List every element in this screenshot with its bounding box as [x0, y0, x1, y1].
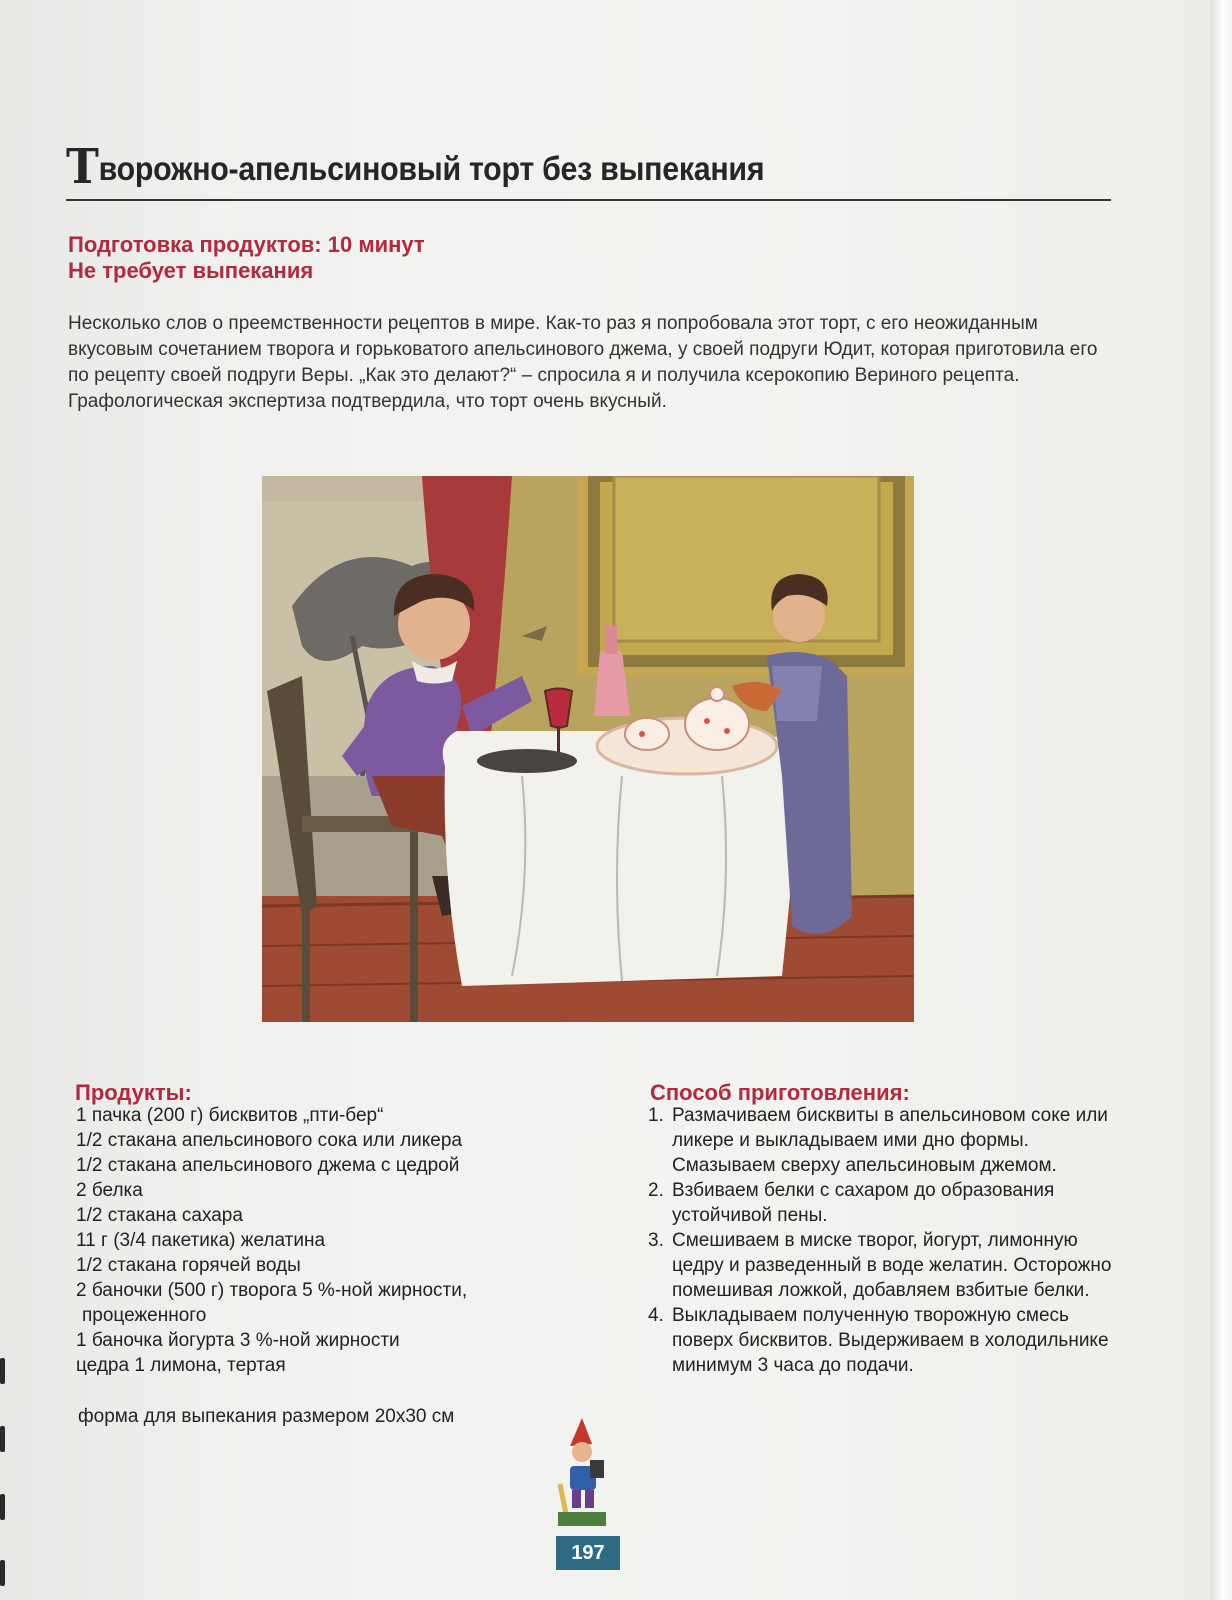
method-step	[648, 1178, 1118, 1228]
gnome-figure-icon	[552, 1418, 616, 1530]
baking-form-note: форма для выпекания размером 20х30 см	[78, 1406, 455, 1427]
step-number: 3.	[648, 1230, 664, 1251]
binding-ring	[0, 1358, 5, 1384]
ingredients-heading: Продукты:	[75, 1080, 192, 1105]
binding-ring	[0, 1494, 5, 1520]
prep-time: Подготовка продуктов: 10 минут	[68, 232, 425, 257]
ingredient-item: 2 баночки (500 г) творога 5 %-ной жирности,	[76, 1280, 468, 1301]
ingredient-item: 1/2 стакана апельсинового сока или ликера	[76, 1130, 463, 1151]
ingredient-item: 1/2 стакана сахара	[76, 1205, 243, 1226]
baking-note: Не требует выпекания	[68, 258, 314, 283]
binding-ring	[0, 1426, 5, 1452]
method-step	[648, 1228, 1118, 1303]
ingredients-list	[76, 1103, 596, 1378]
ingredient-item: 1/2 стакана апельсинового джема с цедрой	[76, 1155, 460, 1176]
method-steps	[648, 1103, 1118, 1378]
method-step	[648, 1103, 1118, 1178]
ingredient-item: процеженного	[82, 1305, 207, 1326]
step-text: Смешиваем в миске творог, йогурт, лимонную цедру и разведенный в воде желатин. Осторожно помешивая ложкой, добавляем взбитые белки.	[672, 1230, 1112, 1301]
step-text: Выкладываем полученную творожную смесь поверх бисквитов. Выдерживаем в холодильнике минимум 3 часа до подачи.	[672, 1305, 1109, 1376]
binding-ring	[0, 1560, 5, 1586]
method-step	[648, 1303, 1118, 1378]
page-number: 197	[556, 1536, 620, 1570]
step-text: Взбиваем белки с сахаром до образования устойчивой пены.	[672, 1180, 1055, 1226]
ingredient-item: 1 баночка йогурта 3 %-ной жирности	[76, 1330, 400, 1351]
page-edge	[1210, 0, 1232, 1600]
ingredient-item: 1/2 стакана горячей воды	[76, 1255, 301, 1276]
step-text: Размачиваем бисквиты в апельсиновом соке или ликере и выкладываем ими дно формы. Смазываем сверху апельсиновым джемом.	[672, 1105, 1108, 1176]
recipe-title	[66, 139, 1027, 195]
title-text: ворожно-апельсиновый торт без выпекания	[98, 150, 765, 187]
intro-text: Несколько слов о преемственности рецептов в мире. Как-то раз я попробовала этот торт, с его неожиданным вкусовым сочетанием творога и горьковатого апельсинового джема, у своей подруги Юдит, которая приготовила его по рецепту своей подруги Веры. „Как это делают?“ – спросила я и получила ксерокопию Вериного рецепта. Графологическая экспертиза подтвердила, что торт очень вкусный.	[68, 313, 1098, 412]
ingredient-item: цедра 1 лимона, тертая	[76, 1355, 286, 1376]
title-rule	[66, 199, 1111, 201]
title-initial: Т	[66, 139, 99, 195]
tea-party-illustration	[262, 476, 914, 1022]
method-heading: Способ приготовления:	[650, 1080, 910, 1105]
step-number: 4.	[648, 1305, 664, 1326]
step-number: 1.	[648, 1105, 664, 1126]
step-number: 2.	[648, 1180, 664, 1201]
ingredient-item: 11 г (3/4 пакетика) желатина	[76, 1230, 326, 1251]
ingredient-item: 2 белка	[76, 1180, 143, 1201]
ingredient-item: 1 пачка (200 г) бисквитов „пти-бер“	[76, 1105, 384, 1126]
prep-info	[68, 232, 425, 284]
